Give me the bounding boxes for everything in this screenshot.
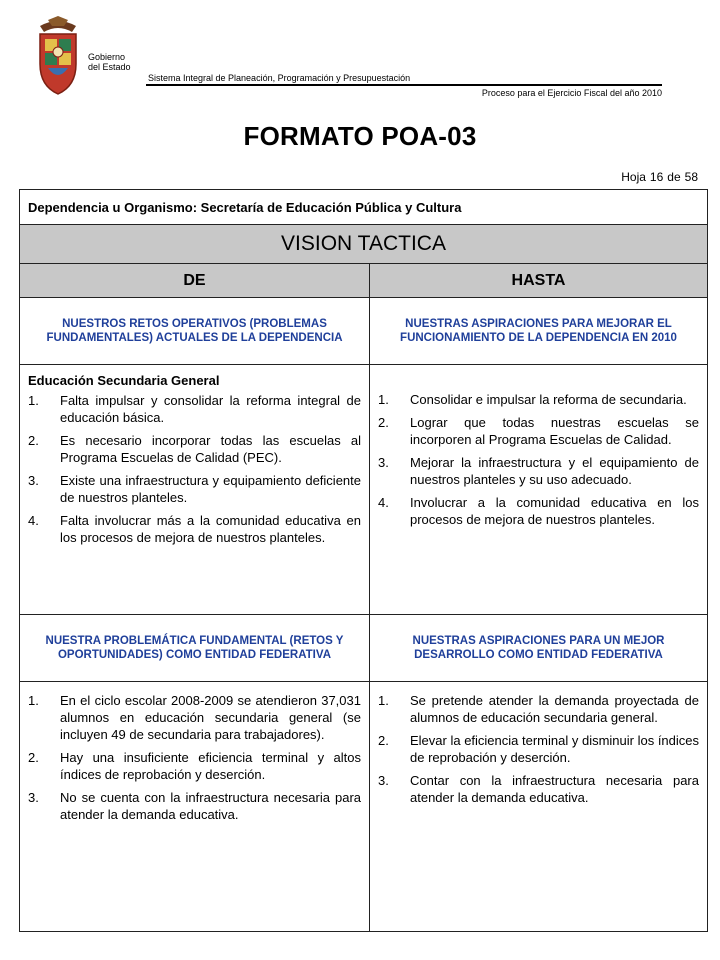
page-title: FORMATO POA-03 [243,121,477,151]
process-label: Proceso para el Ejercicio Fiscal del año 2010 [481,88,662,98]
section1-left-header: NUESTROS RETOS OPERATIVOS (PROBLEMAS FUNDAMENTALES) ACTUALES DE LA DEPENDENCIA [20,298,370,365]
list-item: 1. En el ciclo escolar 2008-2009 se atendieron 37,031 alumnos en educación secundaria general (se incluyen 49 de secundaria para trabajadores). [28,693,361,742]
state-coat-of-arms-icon [34,16,82,96]
list-item: 2. Hay una insuficiente eficiencia terminal y altos índices de reprobación y deserción. [28,750,361,782]
column-de: DE [20,264,370,298]
vision-heading: VISION TACTICA [20,225,708,264]
dependency-row: Dependencia u Organismo: Secretaría de Educación Pública y Cultura [20,190,708,225]
list-item: 3. Existe una infraestructura y equipamiento deficiente de nuestros planteles. [28,473,361,505]
list-item: 3. No se cuenta con la infraestructura necesaria para atender la demanda educativa. [28,790,361,822]
list-item: 4. Falta involucrar más a la comunidad educativa en los procesos de mejora de nuestros planteles. [28,513,361,545]
list-item: 3. Contar con la infraestructura necesaria para atender la demanda educativa. [378,773,699,805]
section1-left-cell [20,365,370,615]
section1-right-list [378,391,699,528]
list-item: 2. Lograr que todas nuestras escuelas se incorporen al Programa Escuelas de Calidad. [378,415,699,447]
section2-left-header: NUESTRA PROBLEMÁTICA FUNDAMENTAL (RETOS Y OPORTUNIDADES) COMO ENTIDAD FEDERATIVA [20,615,370,682]
header-rule [146,84,662,86]
section1-right-header: NUESTRAS ASPIRACIONES PARA MEJORAR EL FUNCIONAMIENTO DE LA DEPENDENCIA EN 2010 [370,298,708,365]
page-counter: Hoja 16 de 58 [621,170,698,184]
section2-left-list [28,692,361,823]
section1-right-cell [370,365,708,615]
section2-right-list [378,692,699,806]
section2-left-cell [20,682,370,932]
list-item: 3. Mejorar la infraestructura y el equipamiento de nuestros planteles y su uso adecuado. [378,455,699,487]
list-item: 1. Consolidar e impulsar la reforma de secundaria. [378,392,687,407]
column-hasta: HASTA [370,264,708,298]
list-item: 2. Elevar la eficiencia terminal y disminuir los índices de reprobación y deserción. [378,733,700,765]
section2-right-header: NUESTRAS ASPIRACIONES PARA UN MEJOR DESARROLLO COMO ENTIDAD FEDERATIVA [370,615,708,682]
list-item: 4. Involucrar a la comunidad educativa en los procesos de mejora de nuestros planteles. [378,495,699,527]
document-header [0,0,720,110]
gobierno-label: Gobierno del Estado [88,52,131,72]
section1-subtitle: Educación Secundaria General [28,373,220,388]
list-item: 1. Se pretende atender la demanda proyectada de alumnos de educación secundaria general. [378,693,699,725]
system-name: Sistema Integral de Planeación, Programación y Presupuestación [148,73,411,83]
section1-left-list [28,392,361,546]
list-item: 2. Es necesario incorporar todas las escuelas al Programa Escuelas de Calidad (PEC). [28,433,361,465]
list-item: 1. Falta impulsar y consolidar la reforma integral de educación básica. [28,393,361,425]
section2-right-cell [370,682,708,932]
vision-table [19,189,708,932]
